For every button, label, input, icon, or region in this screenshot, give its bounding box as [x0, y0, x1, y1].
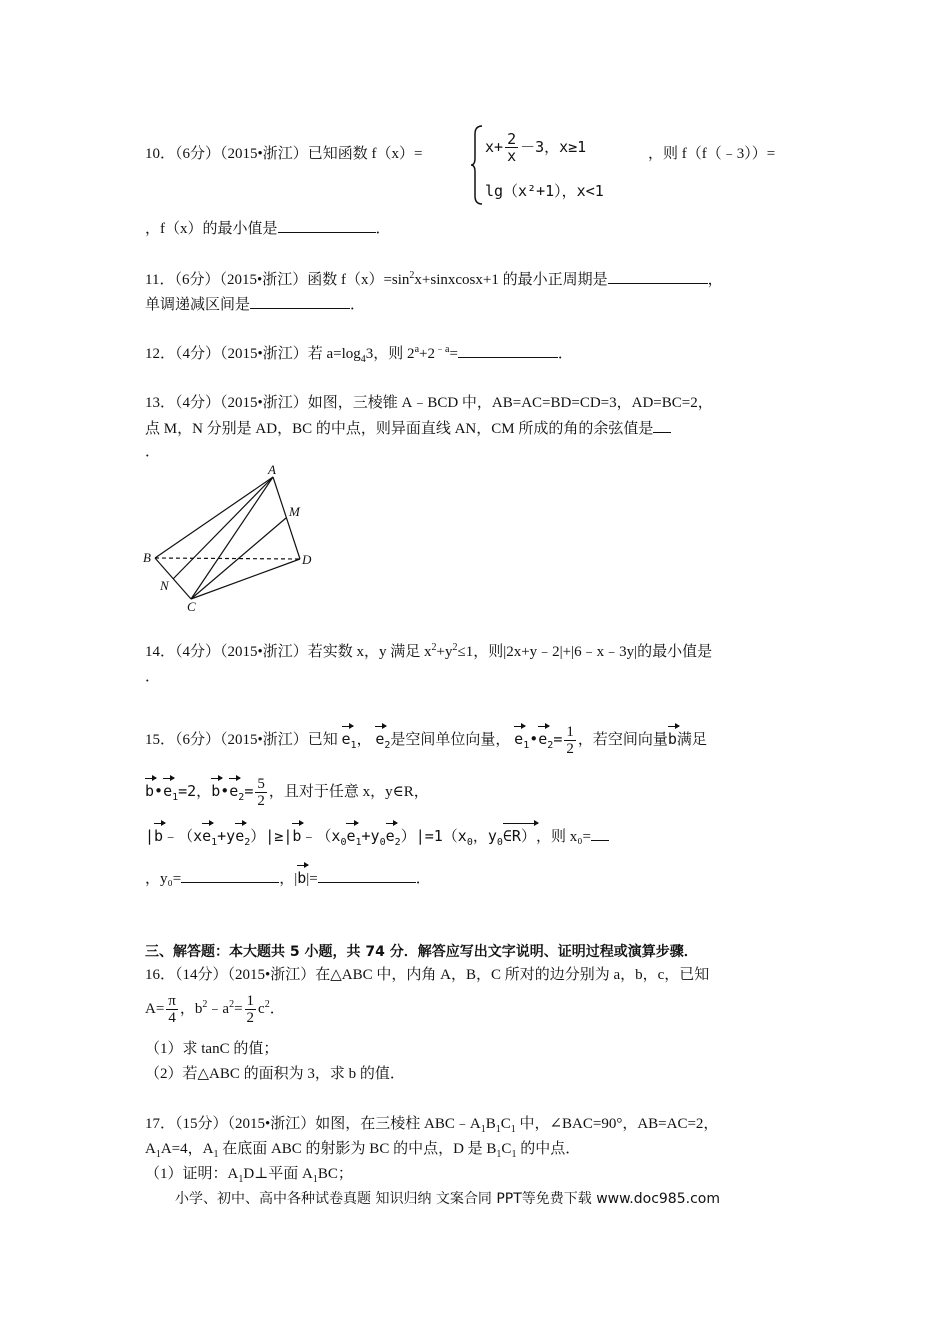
answer-blank[interactable] — [458, 343, 558, 358]
q15-line4: ，y₀= ，|b|= ． — [145, 869, 431, 887]
q13-line3: ． — [145, 444, 161, 460]
answer-blank[interactable] — [278, 218, 376, 233]
label-D: D — [302, 552, 312, 567]
q13-line2: 点 M，N 分别是 AD，BC 的中点，则异面直线 AN，CM 所成的角的余弦值是 — [145, 418, 671, 439]
footer-banner: 小学、初中、高中各种试卷真题 知识归纳 文案合同 PPT等免费下载 www.doc985.com — [175, 1191, 720, 1207]
q14-line1: 14．（4分）（2015•浙江）若实数 x，y 满足 $x^2+y^2\le 1$，则|2x+y﹣2|+|6﹣x﹣3y|的最小值是 — [145, 642, 713, 660]
q10-case1: x+ $\frac{2}{x}$ －3，x≥1 — [485, 130, 587, 165]
q10-case2: lg（x²+1），x<1 — [485, 182, 604, 200]
q11-line2: 单调递减区间是 ． — [145, 294, 365, 315]
label-B: B — [143, 550, 151, 565]
label-C: C — [187, 599, 196, 614]
q10-tail: ，则 f（f（﹣3））= — [648, 146, 776, 162]
q17-line2: $A_1A=4$，$A_1$ 在底面 ABC 的射影为 BC 的中点，D 是 $B_1C_1$ 的中点． — [145, 1141, 581, 1160]
q16-part1: （1）求 tanC 的值； — [145, 1041, 279, 1057]
edge-CD — [191, 559, 300, 599]
tetrahedron-figure — [140, 460, 320, 615]
edge-AC — [191, 477, 273, 599]
edge-BD-hidden — [155, 558, 300, 559]
section-3-heading: 三、解答题：本大题共 5 小题，共 74 分．解答应写出文字说明、证明过程或演算步骤． — [145, 944, 698, 960]
label-A: A — [268, 462, 276, 477]
answer-blank[interactable] — [318, 868, 416, 883]
q16-part2: （2）若△ABC 的面积为 3，求 b 的值． — [145, 1066, 405, 1082]
label-N: N — [160, 578, 169, 593]
brace-icon — [470, 124, 484, 206]
segment-AN — [173, 477, 273, 579]
q11-line1: 11．（6分）（2015•浙江）函数 $f(x)=\sin^2x+sinxcosx+1$ 的最小正周期是 ， — [145, 270, 723, 288]
q12-line: 12．（4分）（2015•浙江）若 $a=\log_43$，则 $2^a+2^{﹣a}=$ ． — [145, 344, 573, 365]
answer-blank[interactable] — [591, 826, 609, 841]
q10-head: 10．（6分）（2015•浙江）已知函数 f（x）= — [145, 146, 423, 162]
edge-AB — [155, 477, 273, 558]
q15-line3: $|b﹣(xe_1+ye_2)|\ge|b﹣(x_0e_1+y_0e_2)|=1(x_0$，$y_0\in R$），则 x₀= — [145, 826, 609, 847]
answer-blank[interactable] — [181, 868, 279, 883]
q14-line2: ． — [145, 669, 161, 685]
q13-line1: 13．（4分）（2015•浙江）如图，三棱锥 A﹣BCD 中，AB=AC=BD=CD=3，AD=BC=2， — [145, 395, 713, 411]
q10-line2: ，f（x）的最小值是 ． — [145, 218, 391, 239]
q15-line1: 15．（6分）（2015•浙江）已知 $e_1$， $e_2$是空间单位向量， $e_1•e_2=$ $\frac{1}{2}$ ，若空间向量b满足 — [145, 724, 707, 757]
q16-line1: 16．（14分）（2015•浙江）在△ABC 中，内角 A，B，C 所对的边分别为 a，b，c，已知 — [145, 967, 710, 983]
answer-blank[interactable] — [608, 269, 708, 284]
q17-line1: 17．（15分）（2015•浙江）如图，在三棱柱 $ABC﹣A_1B_1C_1$ 中，∠BAC=90°，AB=AC=2， — [145, 1116, 719, 1135]
q16-line2: A= $\frac{\pi}{4}$ ，$b^2﹣a^2=$ $\frac{1}{2}$ $c^2$． — [145, 993, 285, 1026]
answer-blank[interactable] — [653, 418, 671, 433]
q15-line2: $b•e_1=2$，$b•e_2=$ $\frac{5}{2}$ ，且对于任意 x，y∈R， — [145, 776, 429, 809]
answer-blank[interactable] — [250, 294, 350, 309]
q17-part1: （1）证明：$A_1D\perp$平面 $A_1BC$； — [145, 1166, 353, 1185]
label-M: M — [289, 504, 300, 519]
